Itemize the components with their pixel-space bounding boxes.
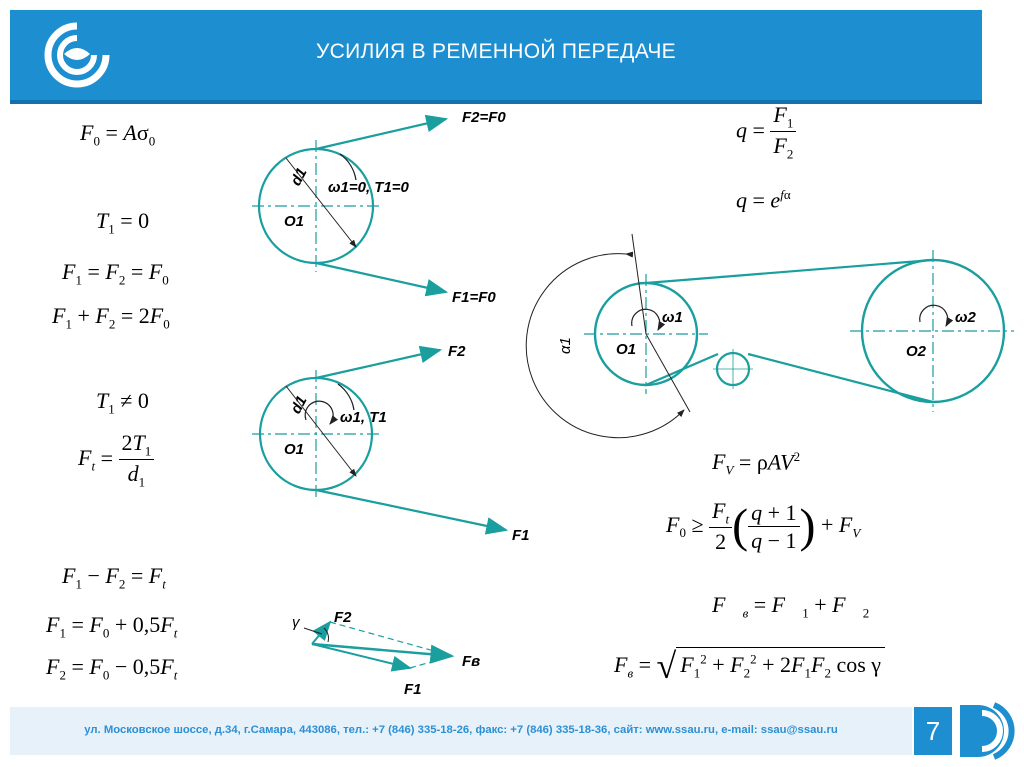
loaded-pulley-diagram: [252, 343, 530, 544]
formula-force-difference: $F_1 - F_2 = F_t$: [62, 563, 166, 592]
formula-centrifugal: $F_V = \rho AV^2$: [712, 449, 801, 478]
formula-ratio-q: q = $\frac{F_1}{F_2}$: [736, 104, 796, 161]
formula-ratio-euler: $q = e^{f\alpha}$: [736, 187, 791, 213]
formula-idle-sum: $F_1 + F_2 = 2F_0$: [52, 303, 170, 332]
force-vector-diagram: [292, 609, 480, 698]
formula-idle-torque: $T_1 = 0$: [96, 208, 150, 237]
page-number: 7: [914, 707, 952, 755]
label-load-rotation: ω1, T1: [340, 409, 387, 426]
label-driven-center: O2: [906, 343, 927, 360]
formula-f1: $F_1 = F_0 + 0,5F_t$: [46, 612, 178, 641]
label-drive-omega: ω1: [662, 309, 683, 326]
label-driven-omega: ω2: [955, 309, 976, 326]
label-idle-center: O1: [284, 213, 305, 230]
footer-logo-icon: [952, 699, 1018, 763]
label-idle-top: F2=F0: [462, 109, 506, 126]
formula-idle-equal: $F_1 = F_2 = F_0$: [62, 259, 169, 288]
label-gamma: γ: [292, 614, 300, 631]
label-idle-rotation: ω1=0, T1=0: [328, 179, 409, 196]
formula-initial-tension: $F_0 = A\sigma_0$: [80, 120, 156, 149]
belt-drive-assembly: [526, 234, 1014, 438]
footer-band: [10, 707, 912, 755]
idle-pulley-diagram: [252, 109, 506, 306]
label-idle-bottom: F1=F0: [452, 289, 496, 306]
label-load-top: F2: [448, 343, 466, 360]
formula-shaft-magnitude: $F_в$ = √ $F_1^2 + F_2^2 + 2F_1F_2$ cos γ: [614, 648, 885, 684]
label-load-bottom: F1: [512, 527, 530, 544]
formula-f2: $F_2 = F_0 - 0,5F_t$: [46, 654, 178, 683]
formula-tangential-force: $F_t$ = $\frac{2T_1}{d_1}$: [78, 432, 154, 489]
formula-min-tension: $F_0$ ≥ $\frac{F_t}{2}$ ( $\frac{q + 1}{q - 1}$ ) + $F_V$: [666, 498, 861, 555]
footer-contacts: ул. Московское шоссе, д.34, г.Самара, 443086, тел.: +7 (846) 335-18-26, факс: +7 (846) 335-18-36, сайт: www.ssau.ru, e-mail: ssau@ssau.ru: [84, 724, 838, 736]
label-load-diameter: d1: [287, 393, 311, 417]
formula-load-torque: $T_1 \ne 0$: [96, 388, 149, 417]
formula-shaft-vector: $F⃗_в$ = $F⃗_1$ + $F⃗_2$: [712, 592, 870, 621]
label-vector-f2: F2: [334, 609, 352, 626]
label-idle-diameter: d1: [287, 165, 311, 189]
label-wrap-angle: α1: [557, 337, 574, 354]
label-load-center: O1: [284, 441, 305, 458]
page-title: УСИЛИЯ В РЕМЕННОЙ ПЕРЕДАЧЕ: [316, 40, 676, 63]
label-vector-fv: Fв: [462, 653, 481, 670]
label-drive-center: O1: [616, 341, 637, 358]
label-vector-f1: F1: [404, 681, 422, 698]
